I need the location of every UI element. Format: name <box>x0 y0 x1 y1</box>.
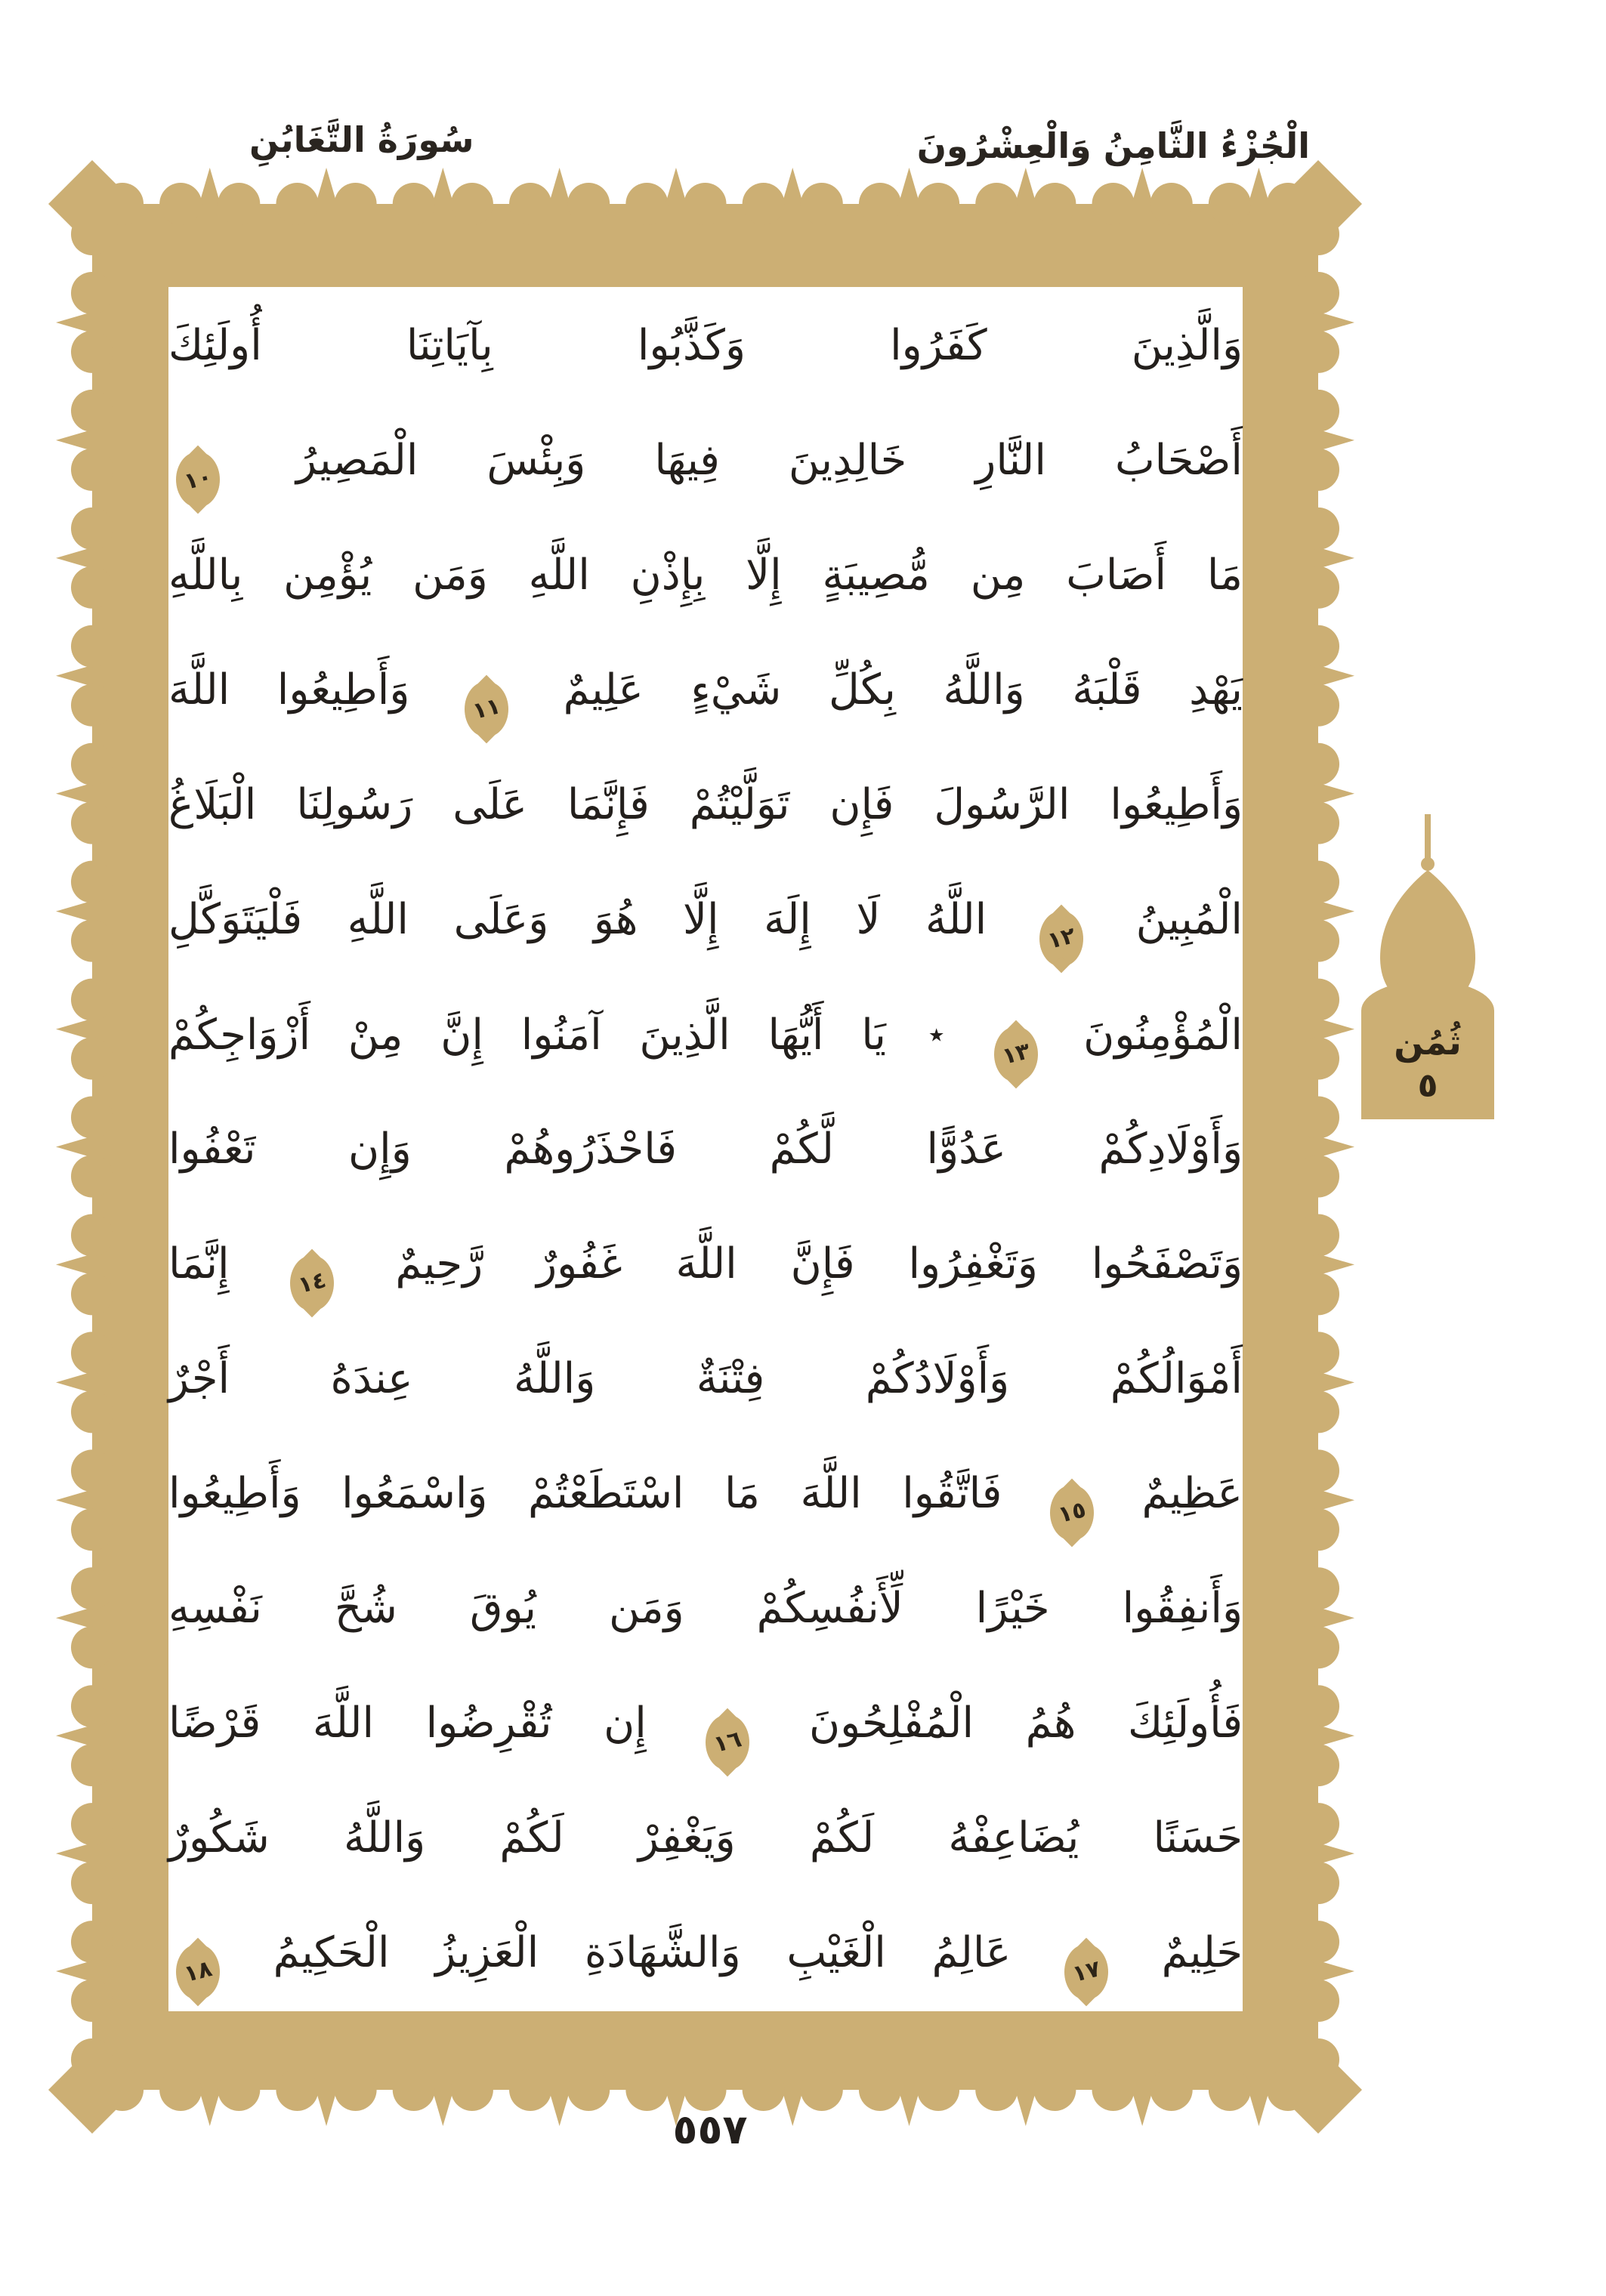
quran-text-segment: عَالِمُ الْغَيْبِ وَالشَّهَادَةِ الْعَزِيزُ الْحَكِيمُ <box>273 1928 1011 1977</box>
thumn-number: ٥ <box>1417 1066 1438 1105</box>
ayah-number: ١٤ <box>295 1267 329 1299</box>
ayah-number-marker <box>1050 1485 1094 1541</box>
quran-text-block <box>168 289 1243 2011</box>
ayah-number-marker <box>176 452 220 508</box>
quran-line <box>168 748 1243 863</box>
quran-text-segment: وَأَنفِقُوا خَيْرًا لِّأَنفُسِكُمْ وَمَن يُوقَ شُحَّ نَفْسِهِ <box>168 1584 1243 1633</box>
quran-text-segment: وَأَطِيعُوا اللَّهَ <box>168 665 410 714</box>
ayah-number: ١١ <box>469 693 503 725</box>
ayah-number: ١٥ <box>1055 1496 1089 1529</box>
quran-text-segment: فَاتَّقُوا اللَّهَ مَا اسْتَطَعْتُمْ وَاسْمَعُوا وَأَطِيعُوا <box>168 1469 1002 1518</box>
quran-line <box>168 1896 1243 2011</box>
quran-line <box>168 1666 1243 1781</box>
quran-line <box>168 1207 1243 1322</box>
quran-text-segment: وَالَّذِينَ كَفَرُوا وَكَذَّبُوا بِآيَاتِنَا أُولَئِكَ <box>168 321 1243 370</box>
ayah-number-marker <box>465 681 508 737</box>
surah-title-header: سُورَةُ التَّغَابُنِ <box>249 119 474 160</box>
quran-text-segment: وَأَوْلَادِكُمْ عَدُوًّا لَّكُمْ فَاحْذَرُوهُمْ وَإِن تَعْفُوا <box>168 1125 1243 1174</box>
quran-line <box>168 518 1243 633</box>
ayah-number-marker <box>1064 1944 1108 2000</box>
thumn-label: ثُمُن <box>1394 1022 1462 1063</box>
hizb-marker-dome <box>1352 814 1503 1119</box>
ayah-number-marker <box>1039 911 1083 967</box>
ayah-number: ١٨ <box>181 1955 215 1988</box>
quran-text-segment: يَا أَيُّهَا الَّذِينَ آمَنُوا إِنَّ مِنْ أَزْوَاجِكُمْ <box>168 1011 886 1060</box>
quran-line <box>168 863 1243 977</box>
quran-text-segment: الْمُبِينُ <box>1135 895 1243 944</box>
quran-text-segment: عَظِيمٌ <box>1141 1469 1243 1518</box>
quran-text-segment: فَأُولَئِكَ هُمُ الْمُفْلِحُونَ <box>808 1699 1243 1748</box>
quran-line <box>168 1551 1243 1666</box>
quran-text-segment: يَهْدِ قَلْبَهُ وَاللَّهُ بِكُلِّ شَيْءٍ عَلِيمٌ <box>563 665 1243 714</box>
quran-text-segment: حَلِيمٌ <box>1161 1928 1243 1977</box>
ayah-number-marker <box>176 1944 220 2000</box>
quran-line <box>168 1092 1243 1207</box>
quran-text-segment: حَسَنًا يُضَاعِفْهُ لَكُمْ وَيَغْفِرْ لَكُمْ وَاللَّهُ شَكُورٌ <box>168 1813 1243 1862</box>
quran-text-segment: مَا أَصَابَ مِن مُّصِيبَةٍ إِلَّا بِإِذْنِ اللَّهِ وَمَن يُؤْمِن بِاللَّهِ <box>168 551 1243 600</box>
quran-text-segment: وَأَطِيعُوا الرَّسُولَ فَإِن تَوَلَّيْتُمْ فَإِنَّمَا عَلَى رَسُولِنَا الْبَلَاغُ <box>168 780 1243 829</box>
quran-text-segment: الْمُؤْمِنُونَ <box>1083 1011 1243 1060</box>
quran-text-segment: أَصْحَابُ النَّارِ خَالِدِينَ فِيهَا وَبِئْسَ الْمَصِيرُ <box>296 436 1243 485</box>
ayah-number: ١٠ <box>181 463 215 495</box>
ayah-number-marker <box>706 1714 749 1770</box>
ayah-number: ١٦ <box>711 1726 745 1758</box>
ayah-number: ١٧ <box>1069 1955 1103 1988</box>
page-number: ٥٥٧ <box>672 2106 748 2153</box>
quran-line <box>168 403 1243 518</box>
quran-line <box>168 289 1243 403</box>
quran-line <box>168 1322 1243 1437</box>
ayah-number: ١٣ <box>999 1038 1033 1070</box>
quran-text-segment: إِن تُقْرِضُوا اللَّهَ قَرْضًا <box>168 1699 647 1748</box>
quran-line <box>168 633 1243 748</box>
quran-line <box>168 1781 1243 1896</box>
juz-title-header: الْجُزْءُ الثَّامِنُ وَالْعِشْرُونَ <box>916 125 1310 166</box>
rub-el-hizb-star-icon: ٭ <box>928 1017 945 1052</box>
quran-line <box>168 977 1243 1092</box>
quran-text-segment: وَتَصْفَحُوا وَتَغْفِرُوا فَإِنَّ اللَّهَ غَفُورٌ رَّحِيمٌ <box>395 1239 1243 1288</box>
quran-text-segment: اللَّهُ لَا إِلَهَ إِلَّا هُوَ وَعَلَى اللَّهِ فَلْيَتَوَكَّلِ <box>168 895 987 944</box>
ayah-number-marker <box>994 1026 1038 1082</box>
quran-text-segment: إِنَّمَا <box>168 1239 230 1288</box>
quran-text-segment: أَمْوَالُكُمْ وَأَوْلَادُكُمْ فِتْنَةٌ وَاللَّهُ عِندَهُ أَجْرٌ <box>168 1354 1243 1403</box>
quran-line <box>168 1437 1243 1551</box>
ayah-number: ١٢ <box>1044 922 1078 955</box>
ayah-number-marker <box>290 1255 334 1311</box>
